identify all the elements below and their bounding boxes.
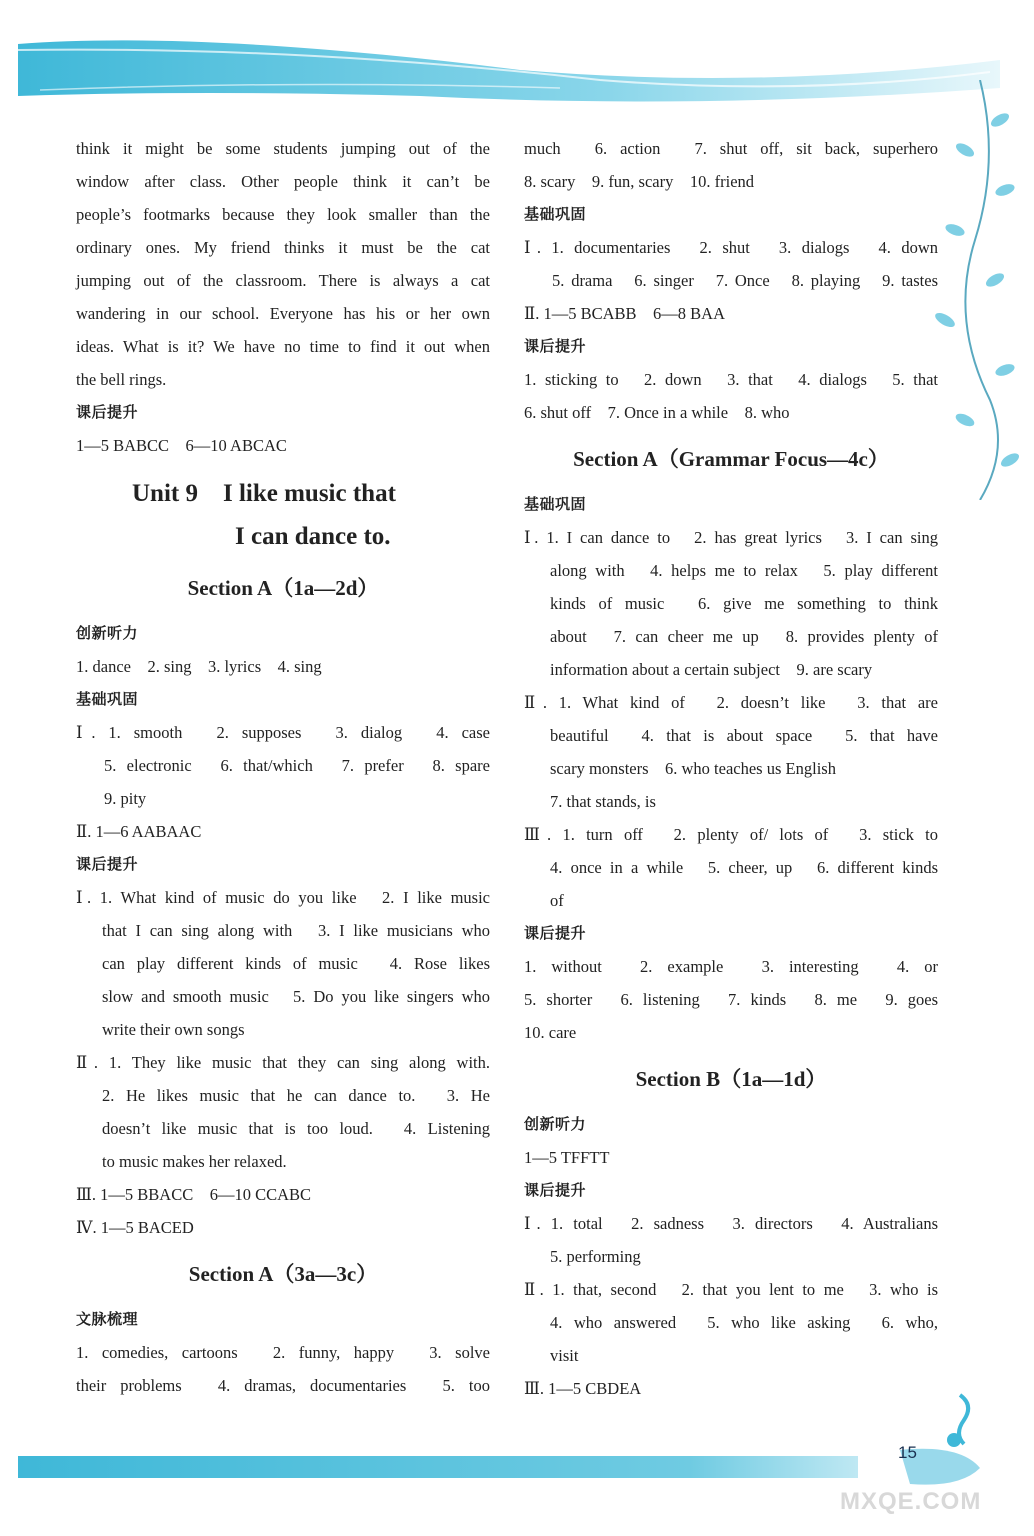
section-label: 基础巩固 — [76, 690, 139, 708]
answer-line: Ⅰ. 1. I can dance to 2. has great lyrics 3. I can sing — [524, 528, 938, 547]
answer-line: kinds of music 6. give me something to think — [550, 594, 938, 613]
answer-line: 5. shorter 6. listening 7. kinds 8. me 9. goes — [524, 990, 938, 1009]
answer-line: about 7. can cheer me up 8. provides plenty of — [550, 627, 938, 646]
section-heading: Section B（1a—1d） — [635, 1067, 827, 1091]
answer-line: Ⅱ. 1—5 BCABB 6—8 BAA — [524, 304, 725, 323]
answer-line: Ⅳ. 1—5 BACED — [76, 1218, 194, 1237]
unit-title-line: Unit 9 I like music that — [132, 480, 396, 507]
answer-line: 7. that stands, is — [550, 792, 656, 811]
answer-line: scary monsters 6. who teaches us English — [550, 759, 836, 778]
passage-line: ideas. What is it? We have no time to find it out when — [76, 337, 490, 356]
section-label: 基础巩固 — [524, 205, 587, 223]
section-label: 创新听力 — [76, 624, 139, 642]
answer-line: of — [550, 891, 564, 910]
passage-line: people’s footmarks because they look smaller than the — [76, 205, 490, 224]
passage-line: the bell rings. — [76, 370, 167, 389]
answer-line: 1. comedies, cartoons 2. funny, happy 3. solve — [76, 1343, 490, 1362]
answer-line: 5. performing — [550, 1247, 641, 1266]
answer-line: Ⅰ. 1. total 2. sadness 3. directors 4. Australians — [524, 1214, 938, 1233]
answer-line: beautiful 4. that is about space 5. that have — [550, 726, 938, 745]
answer-line: slow and smooth music 5. Do you like singers who — [102, 987, 490, 1006]
passage-line: think it might be some students jumping out of the — [76, 139, 490, 158]
answer-line: 5. electronic 6. that/which 7. prefer 8. spare — [104, 756, 490, 775]
answer-line: 1. without 2. example 3. interesting 4. or — [524, 957, 938, 976]
answer-line: visit — [550, 1346, 579, 1365]
answer-line: write their own songs — [102, 1020, 245, 1039]
passage-line: ordinary ones. My friend thinks it must be the cat — [76, 238, 490, 257]
section-label: 课后提升 — [76, 403, 139, 421]
answer-line: 4. once in a while 5. cheer, up 6. different kinds — [550, 858, 938, 877]
answer-line: Ⅲ. 1—5 BBACC 6—10 CCABC — [76, 1185, 312, 1204]
footer-banner — [0, 1448, 1034, 1488]
answer-line: can play different kinds of music 4. Rose likes — [102, 954, 490, 973]
passage-line: window after class. Other people think it can’t be — [76, 172, 490, 191]
answer-line: much 6. action 7. shut off, sit back, superhero — [524, 139, 938, 158]
watermark: MXQE.COM — [840, 1488, 982, 1515]
answer-line: their problems 4. dramas, documentaries 5. too — [76, 1376, 490, 1395]
answer-line: 10. care — [524, 1023, 577, 1042]
right-column — [524, 132, 938, 1405]
section-label: 基础巩固 — [524, 495, 587, 513]
answer-line: 4. who answered 5. who like asking 6. who, — [550, 1313, 938, 1332]
answer-line: 5. drama 6. singer 7. Once 8. playing 9. tastes — [552, 271, 938, 290]
answer-line: 9. pity — [104, 789, 147, 808]
answer-line: information about a certain subject 9. are scary — [550, 660, 873, 679]
answer-line: along with 4. helps me to relax 5. play different — [550, 561, 938, 580]
answer-line: to music makes her relaxed. — [102, 1152, 287, 1171]
page-number: 15 — [898, 1443, 917, 1462]
section-label: 文脉梳理 — [76, 1310, 139, 1328]
section-heading: Section A（1a—2d） — [187, 576, 379, 600]
answer-line: 1—5 TFFTT — [524, 1148, 610, 1167]
answer-line: 2. He likes music that he can dance to. 3. He — [102, 1086, 490, 1105]
header-banner — [0, 0, 1034, 120]
answer-line: doesn’t like music that is too loud. 4. Listening — [102, 1119, 490, 1138]
section-label: 课后提升 — [524, 924, 587, 942]
section-label: 课后提升 — [524, 1181, 587, 1199]
answer-line: Ⅱ. 1—6 AABAAC — [76, 822, 202, 841]
answer-line: 8. scary 9. fun, scary 10. friend — [524, 172, 755, 191]
section-label: 课后提升 — [524, 337, 587, 355]
answer-line: 1. dance 2. sing 3. lyrics 4. sing — [76, 657, 322, 676]
answer-line: Ⅱ. 1. that, second 2. that you lent to me 3. who is — [524, 1280, 938, 1299]
passage-line: jumping out of the classroom. There is always a cat — [76, 271, 490, 290]
answer-line: Ⅲ. 1—5 CBDEA — [524, 1379, 642, 1398]
passage-line: wandering in our school. Everyone has his or her own — [76, 304, 490, 323]
unit-title-line: I can dance to. — [235, 523, 391, 550]
answer-line: Ⅱ. 1. They like music that they can sing along with. — [76, 1053, 490, 1072]
answer-line: Ⅰ. 1. smooth 2. supposes 3. dialog 4. case — [76, 723, 490, 742]
answer-line: Ⅰ. 1. What kind of music do you like 2. I like music — [76, 888, 490, 907]
section-heading: Section A（3a—3c） — [188, 1262, 378, 1286]
answer-line: 6. shut off 7. Once in a while 8. who — [524, 403, 790, 422]
answer-line: Ⅰ. 1. documentaries 2. shut 3. dialogs 4. down — [524, 238, 938, 257]
answer-line: that I can sing along with 3. I like musicians who — [102, 921, 490, 940]
left-column — [76, 132, 490, 1402]
answer-line: Ⅱ. 1. What kind of 2. doesn’t like 3. that are — [524, 693, 938, 712]
music-note-icon — [940, 1390, 980, 1450]
answer-line: 1—5 BABCC 6—10 ABCAC — [76, 436, 287, 455]
answer-line: 1. sticking to 2. down 3. that 4. dialogs 5. that — [524, 370, 938, 389]
answer-line: Ⅲ. 1. turn off 2. plenty of/ lots of 3. stick to — [524, 825, 938, 844]
section-label: 创新听力 — [524, 1115, 587, 1133]
unit-title — [76, 472, 490, 558]
section-heading: Section A（Grammar Focus—4c） — [573, 447, 889, 471]
section-label: 课后提升 — [76, 855, 139, 873]
